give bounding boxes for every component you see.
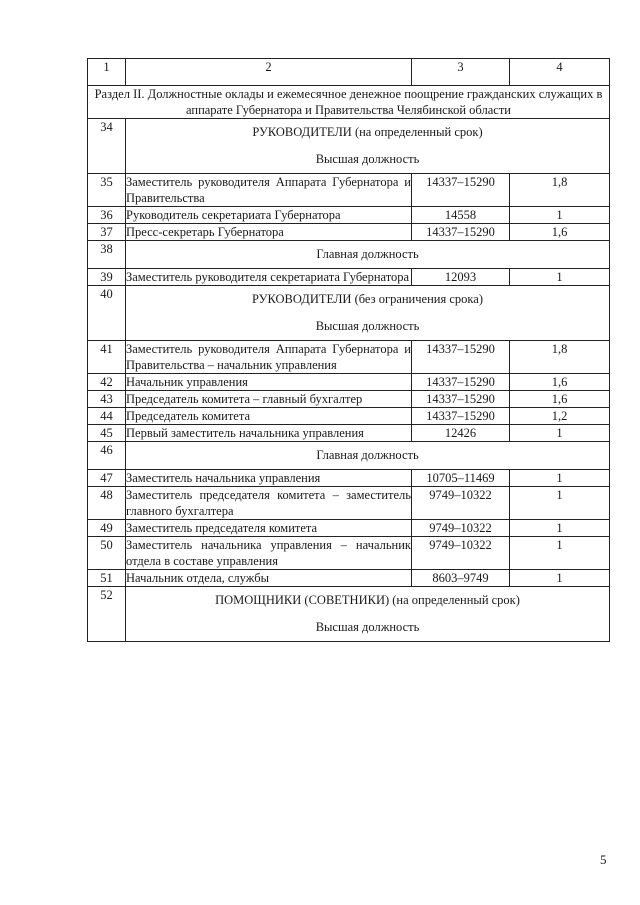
category-heading: ПОМОЩНИКИ (СОВЕТНИКИ) (на определенный срок) xyxy=(215,593,520,607)
category-heading: Высшая должность xyxy=(315,152,420,166)
position-title: Руководитель секретариата Губернатора xyxy=(126,207,412,224)
position-title: Заместитель председателя комитета – заместитель главного бухгалтера xyxy=(126,488,411,518)
bonus-coefficient: 1,6 xyxy=(510,224,610,241)
table-row xyxy=(88,570,610,587)
category-row xyxy=(88,442,610,470)
salary-range: 14337–15290 xyxy=(412,374,510,391)
table-row xyxy=(88,487,610,520)
table-row xyxy=(88,341,610,374)
category-row xyxy=(88,241,610,269)
section-title-row xyxy=(88,86,610,119)
row-number: 50 xyxy=(88,537,126,570)
row-number: 47 xyxy=(88,470,126,487)
category-cell xyxy=(126,241,610,269)
salary-range: 14337–15290 xyxy=(412,408,510,425)
section-title: Раздел II. Должностные оклады и ежемесячное денежное поощрение гражданских служащих в аппарате Губернатора и Правительства Челябинской области xyxy=(88,86,610,119)
position-title: Пресс-секретарь Губернатора xyxy=(126,224,412,241)
table-header-row xyxy=(88,59,610,86)
category-cell xyxy=(126,442,610,470)
bonus-coefficient: 1,2 xyxy=(510,408,610,425)
bonus-coefficient: 1 xyxy=(510,487,610,520)
table-row xyxy=(88,269,610,286)
bonus-coefficient: 1,6 xyxy=(510,374,610,391)
position-title: Заместитель начальника управления – начальник отдела в составе управления xyxy=(126,538,411,568)
category-heading: Главная должность xyxy=(316,247,419,261)
salary-range: 14337–15290 xyxy=(412,224,510,241)
row-number: 51 xyxy=(88,570,126,587)
category-row xyxy=(88,587,610,642)
row-number: 49 xyxy=(88,520,126,537)
position-title: Заместитель руководителя секретариата Губернатора xyxy=(126,269,412,286)
salary-range: 8603–9749 xyxy=(412,570,510,587)
salary-range: 9749–10322 xyxy=(412,520,510,537)
salary-range: 14337–15290 xyxy=(412,341,510,374)
position-title: Начальник отдела, службы xyxy=(126,570,412,587)
category-heading: РУКОВОДИТЕЛИ (без ограничения срока) xyxy=(252,292,483,306)
bonus-coefficient: 1,6 xyxy=(510,391,610,408)
position-title: Председатель комитета – главный бухгалтер xyxy=(126,391,412,408)
salary-range: 9749–10322 xyxy=(412,487,510,520)
header-col-3: 3 xyxy=(412,59,510,86)
bonus-coefficient: 1 xyxy=(510,470,610,487)
bonus-coefficient: 1 xyxy=(510,425,610,442)
row-number: 40 xyxy=(88,286,126,341)
row-number: 39 xyxy=(88,269,126,286)
table-row xyxy=(88,207,610,224)
salary-range: 14337–15290 xyxy=(412,174,510,207)
row-number: 41 xyxy=(88,341,126,374)
table-row xyxy=(88,374,610,391)
category-row xyxy=(88,286,610,341)
category-row xyxy=(88,119,610,174)
position-title: Первый заместитель начальника управления xyxy=(126,425,412,442)
row-number: 46 xyxy=(88,442,126,470)
table-row xyxy=(88,537,610,570)
table-row xyxy=(88,174,610,207)
row-number: 34 xyxy=(88,119,126,174)
position-title: Начальник управления xyxy=(126,374,412,391)
salary-range: 9749–10322 xyxy=(412,537,510,570)
salary-range: 14558 xyxy=(412,207,510,224)
row-number: 44 xyxy=(88,408,126,425)
row-number: 35 xyxy=(88,174,126,207)
page-number: 5 xyxy=(600,852,607,867)
table-row xyxy=(88,408,610,425)
bonus-coefficient: 1 xyxy=(510,570,610,587)
category-heading: Высшая должность xyxy=(315,620,420,634)
salary-range: 12426 xyxy=(412,425,510,442)
category-cell xyxy=(126,587,610,642)
position-title: Заместитель руководителя Аппарата Губернатора и Правительства xyxy=(126,175,411,205)
row-number: 37 xyxy=(88,224,126,241)
table-row xyxy=(88,520,610,537)
bonus-coefficient: 1 xyxy=(510,520,610,537)
row-number: 52 xyxy=(88,587,126,642)
table-row xyxy=(88,391,610,408)
category-heading: Главная должность xyxy=(316,448,419,462)
position-title: Заместитель председателя комитета xyxy=(126,520,412,537)
bonus-coefficient: 1,8 xyxy=(510,174,610,207)
category-heading: РУКОВОДИТЕЛИ (на определенный срок) xyxy=(252,125,483,139)
salary-range: 14337–15290 xyxy=(412,391,510,408)
row-number: 42 xyxy=(88,374,126,391)
table-row xyxy=(88,224,610,241)
bonus-coefficient: 1 xyxy=(510,207,610,224)
bonus-coefficient: 1 xyxy=(510,269,610,286)
position-title: Заместитель руководителя Аппарата Губернатора и Правительства – начальник управления xyxy=(126,342,411,372)
row-number: 43 xyxy=(88,391,126,408)
position-title: Председатель комитета xyxy=(126,408,412,425)
position-title: Заместитель начальника управления xyxy=(126,470,412,487)
bonus-coefficient: 1,8 xyxy=(510,341,610,374)
row-number: 38 xyxy=(88,241,126,269)
header-col-1: 1 xyxy=(88,59,126,86)
salary-range: 12093 xyxy=(412,269,510,286)
header-col-2: 2 xyxy=(126,59,412,86)
row-number: 45 xyxy=(88,425,126,442)
category-heading: Высшая должность xyxy=(315,319,420,333)
salary-range: 10705–11469 xyxy=(412,470,510,487)
row-number: 36 xyxy=(88,207,126,224)
category-cell xyxy=(126,119,610,174)
row-number: 48 xyxy=(88,487,126,520)
bonus-coefficient: 1 xyxy=(510,537,610,570)
header-col-4: 4 xyxy=(510,59,610,86)
salary-table-body xyxy=(88,59,610,642)
table-row xyxy=(88,470,610,487)
category-cell xyxy=(126,286,610,341)
salary-table xyxy=(87,58,610,642)
table-row xyxy=(88,425,610,442)
